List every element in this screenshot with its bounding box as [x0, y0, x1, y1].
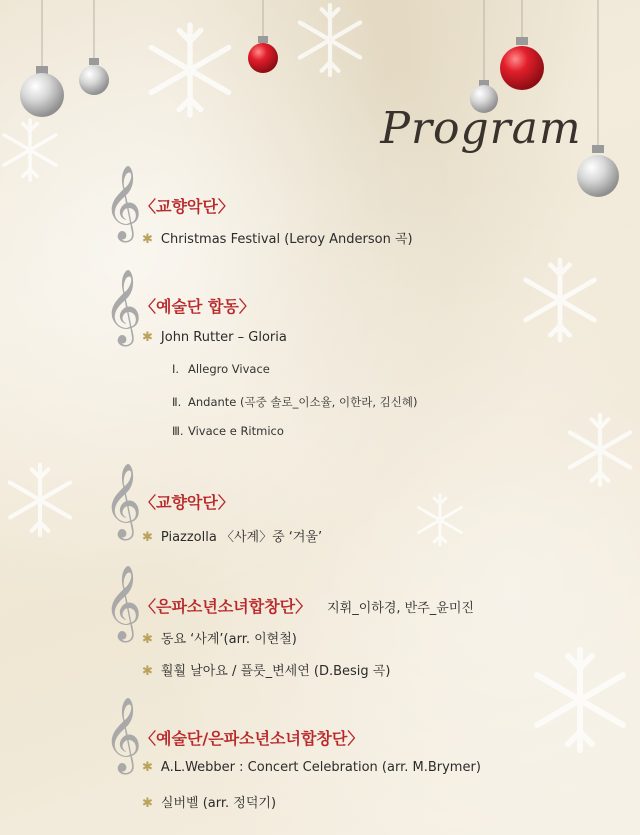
- treble-clef-icon: [102, 266, 142, 344]
- program-item: ✱ 훨훨 날아요 / 플룻_변세연 (D.Besig 곡): [142, 664, 391, 679]
- svg-text:𝄞: 𝄞: [104, 566, 142, 640]
- section-heading: 〈예술단/은파소년소녀합창단〉: [140, 729, 364, 748]
- treble-clef-icon: [102, 460, 142, 538]
- snowflake-icon: [537, 650, 623, 750]
- snowflake-icon: [526, 260, 595, 340]
- snowflake-icon: [4, 120, 56, 180]
- star-bullet-icon: ✱: [142, 760, 153, 775]
- program-item: ✱ A.L.Webber : Concert Celebration (arr. M.Brymer): [142, 760, 481, 775]
- svg-text:𝄞: 𝄞: [104, 166, 142, 240]
- program-item: ✱ 동요 ‘사계’(arr. 이현철): [142, 632, 297, 647]
- movement-item: Ⅰ. Allegro Vivace: [172, 362, 270, 376]
- svg-text:𝄞: 𝄞: [104, 698, 142, 772]
- program-section: [102, 460, 522, 545]
- treble-clef-icon: [102, 162, 142, 240]
- program-item: ✱ Piazzolla 〈사계〉중 ‘겨울’: [142, 530, 323, 545]
- program-item: ✱ Christmas Festival (Leroy Anderson 곡): [142, 232, 413, 247]
- ornament-silver-icon: [20, 66, 64, 117]
- program-item: ✱ 실버벨 (arr. 정덕기): [142, 796, 277, 811]
- section-heading: 〈은파소년소녀합창단〉 지휘_이하경, 반주_윤미진: [140, 597, 474, 616]
- program-section: [102, 162, 522, 247]
- ornament-silver-icon: [79, 58, 109, 95]
- program-section: [102, 266, 522, 446]
- conductor-note: 지휘_이하경, 반주_윤미진: [327, 601, 474, 616]
- movement-item: Ⅱ. Andante (곡중 솔로_이소율, 이한라, 김신혜): [172, 395, 418, 409]
- snowflake-icon: [300, 5, 360, 75]
- svg-text:𝄞: 𝄞: [104, 464, 142, 538]
- snowflake-icon: [10, 465, 70, 535]
- treble-clef-icon: [102, 562, 142, 640]
- ornament-red-icon: [500, 37, 544, 90]
- section-heading: 〈예술단 합동〉: [140, 297, 255, 316]
- program-section: [102, 562, 542, 682]
- ornament-red-icon: [248, 36, 278, 73]
- program-item: ✱ John Rutter – Gloria: [142, 330, 287, 345]
- svg-text:𝄞: 𝄞: [104, 270, 142, 344]
- movement-item: Ⅲ. Vivace e Ritmico: [172, 424, 284, 438]
- snowflake-icon: [570, 415, 630, 485]
- section-heading: 〈교향악단〉: [140, 493, 234, 512]
- star-bullet-icon: ✱: [142, 632, 153, 647]
- snowflake-icon: [151, 25, 228, 115]
- star-bullet-icon: ✱: [142, 232, 153, 247]
- star-bullet-icon: ✱: [142, 330, 153, 345]
- page-title: Program: [380, 103, 582, 154]
- program-section: [102, 694, 542, 814]
- star-bullet-icon: ✱: [142, 796, 153, 811]
- star-bullet-icon: ✱: [142, 664, 153, 679]
- section-heading: 〈교향악단〉: [140, 197, 234, 216]
- star-bullet-icon: ✱: [142, 530, 153, 545]
- treble-clef-icon: [102, 694, 142, 772]
